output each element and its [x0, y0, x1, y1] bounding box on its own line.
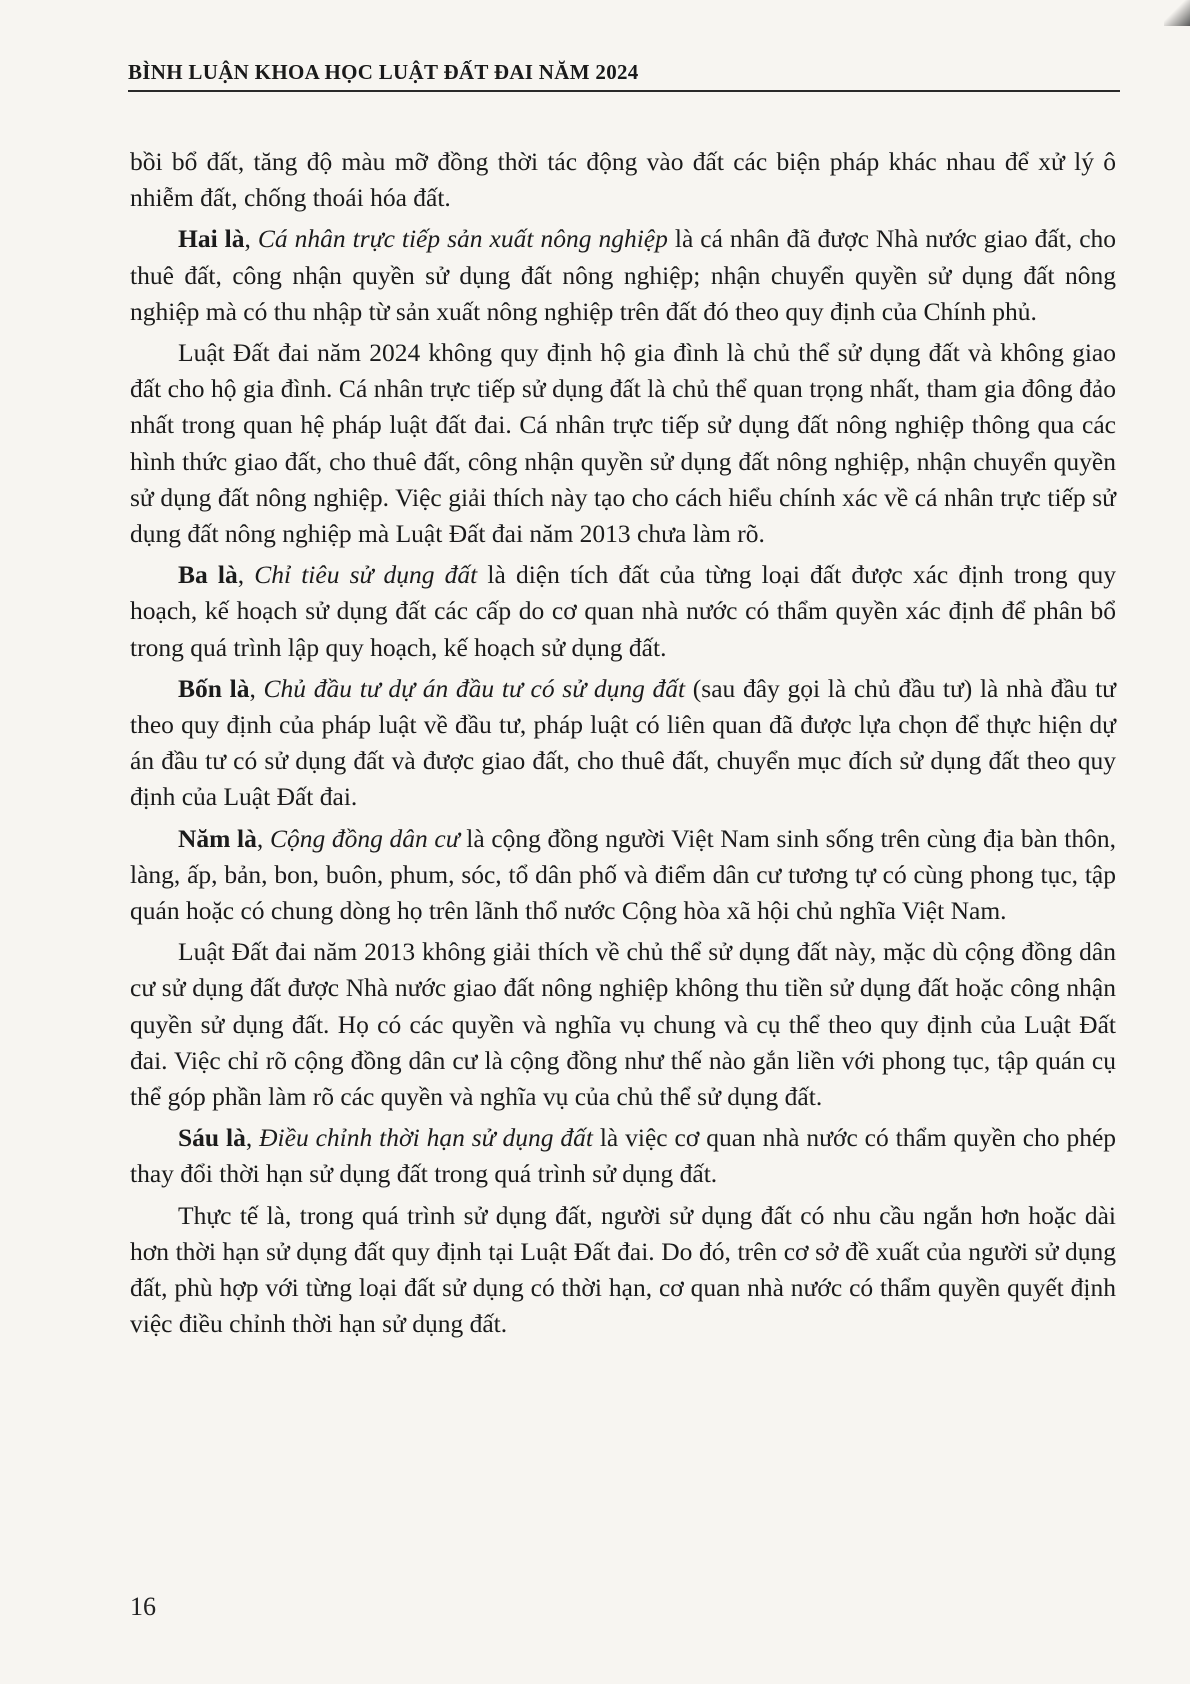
header-rule: [128, 90, 1120, 92]
running-header: BÌNH LUẬN KHOA HỌC LUẬT ĐẤT ĐAI NĂM 2024: [128, 60, 639, 84]
paragraph-text: Thực tế là, trong quá trình sử dụng đất, người sử dụng đất có nhu cầu ngắn hơn hoặc dài hơn thời hạn sử dụng đất quy định tại Luật Đất đai. Do đó, trên cơ sở đề xuất của người sử dụng đất, phù hợp với từng loại đất sử dụng có thời hạn, cơ quan nhà nước có thẩm quyền quyết định việc điều chỉnh thời hạn sử dụng đất.: [130, 1200, 1116, 1339]
definition-text: là việc cơ quan nhà nước có thẩm quyền cho phép thay đổi thời hạn sử dụng đất trong quá trình sử dụng đất.: [130, 1123, 1117, 1189]
definition-sau-la: Sáu là, Điều chỉnh thời hạn sử dụng đất là việc cơ quan nhà nước có thẩm quyền cho phép thay đổi thời hạn sử dụng đất trong quá trình sử dụng đất.: [130, 1123, 1117, 1189]
definition-ba-la: Ba là, Chỉ tiêu sử dụng đất là diện tích đất của từng loại đất được xác định trong quy hoạch, kế hoạch sử dụng đất các cấp do cơ quan nhà nước có thẩm quyền xác định để phân bổ trong quá trình lập quy hoạch, kế hoạch sử dụng đất.: [130, 560, 1117, 662]
definition-text: (sau đây gọi là chủ đầu tư) là nhà đầu tư theo quy định của pháp luật về đầu tư, pháp luật có liên quan đã được lựa chọn để thực hiện dự án đầu tư có sử dụng đất và được giao đất, cho thuê đất, chuyển mục đích sử dụng đất theo quy định của Luật Đất đai.: [130, 673, 1116, 812]
definition-bon-la: Bốn là, Chủ đầu tư dự án đầu tư có sử dụng đất (sau đây gọi là chủ đầu tư) là nhà đầu tư theo quy định của pháp luật về đầu tư, pháp luật có liên quan đã được lựa chọn để thực hiện dự án đầu tư có sử dụng đất và được giao đất, cho thuê đất, chuyển mục đích sử dụng đất theo quy định của Luật Đất đai.: [130, 673, 1116, 812]
definition-hai-la: Hai là, Cá nhân trực tiếp sản xuất nông nghiệp là cá nhân đã được Nhà nước giao đất, cho thuê đất, công nhận quyền sử dụng đất nông nghiệp; nhận chuyển quyền sử dụng đất nông nghiệp mà có thu nhập từ sản xuất nông nghiệp trên đất đó theo quy định của Chính phủ.: [130, 224, 1117, 326]
paragraph-text: Luật Đất đai năm 2013 không giải thích về chủ thể sử dụng đất này, mặc dù cộng đồng dân cư sử dụng đất được Nhà nước giao đất nông nghiệp không thu tiền sử dụng đất hoặc công nhận quyền sử dụng đất. Họ có các quyền và nghĩa vụ chung và cụ thể theo quy định của Luật Đất đai. Việc chỉ rõ cộng đồng dân cư là cộng đồng như thế nào gắn liền với phong tục, tập quán cụ thể góp phần làm rõ các quyền và nghĩa vụ của chủ thể sử dụng đất.: [130, 937, 1116, 1112]
commentary-paragraph: [130, 335, 1116, 552]
definition-text: là diện tích đất của từng loại đất được xác định trong quy hoạch, kế hoạch sử dụng đất các cấp do cơ quan nhà nước có thẩm quyền xác định để phân bổ trong quá trình lập quy hoạch, kế hoạch sử dụng đất.: [130, 560, 1117, 662]
definition-term: Cá nhân trực tiếp sản xuất nông nghiệp: [257, 224, 668, 254]
definition-nam-la: Năm là, Cộng đồng dân cư là cộng đồng người Việt Nam sinh sống trên cùng địa bàn thôn, làng, ấp, bản, bon, buôn, phum, sóc, tổ dân phố và điểm dân cư tương tự có cùng phong tục, tập quán hoặc có chung dòng họ trên lãnh thổ nước Cộng hòa xã hội chủ nghĩa Việt Nam.: [130, 823, 1117, 926]
definition-lead: Hai là: [178, 224, 245, 254]
definition-lead: Sáu là: [178, 1123, 246, 1153]
body-text: [130, 144, 1116, 1348]
paragraph-text: Luật Đất đai năm 2024 không quy định hộ gia đình là chủ thể sử dụng đất và không giao đất cho hộ gia đình. Cá nhân trực tiếp sử dụng đất là chủ thể quan trọng nhất, tham gia đông đảo nhất trong quan hệ pháp luật đất đai. Cá nhân trực tiếp sử dụng đất nông nghiệp thông qua các hình thức giao đất, cho thuê đất, công nhận quyền sử dụng đất nông nghiệp, nhận chuyển quyền sử dụng đất nông nghiệp. Việc giải thích này tạo cho cách hiểu chính xác về cá nhân trực tiếp sử dụng đất nông nghiệp mà Luật Đất đai năm 2013 chưa làm rõ.: [130, 338, 1116, 549]
definition-text: là cộng đồng người Việt Nam sinh sống trên cùng địa bàn thôn, làng, ấp, bản, bon, buôn, phum, sóc, tổ dân phố và điểm dân cư tương tự có cùng phong tục, tập quán hoặc có chung dòng họ trên lãnh thổ nước Cộng hòa xã hội chủ nghĩa Việt Nam.: [130, 823, 1117, 926]
commentary-paragraph: [130, 934, 1116, 1115]
commentary-paragraph: [130, 1198, 1116, 1343]
definition-lead: Năm là: [178, 823, 257, 853]
page-number: 16: [130, 1592, 156, 1621]
definition-term: Chủ đầu tư dự án đầu tư có sử dụng đất: [263, 673, 686, 703]
definition-term: Điều chỉnh thời hạn sử dụng đất: [259, 1123, 593, 1153]
definition-term: Cộng đồng dân cư: [269, 823, 460, 853]
paragraph-text: bồi bổ đất, tăng độ màu mỡ đồng thời tác động vào đất các biện pháp khác nhau để xử lý ô nhiễm đất, chống thoái hóa đất.: [130, 147, 1116, 213]
paragraph-continuation: [130, 144, 1116, 216]
definition-lead: Ba là: [178, 560, 238, 590]
scan-edge-shadow: [1164, 0, 1190, 26]
definition-lead: Bốn là: [178, 673, 250, 703]
definition-term: Chỉ tiêu sử dụng đất: [254, 560, 478, 590]
definition-text: là cá nhân đã được Nhà nước giao đất, cho thuê đất, công nhận quyền sử dụng đất nông nghiệp; nhận chuyển quyền sử dụng đất nông nghiệp mà có thu nhập từ sản xuất nông nghiệp trên đất đó theo quy định của Chính phủ.: [130, 224, 1117, 326]
